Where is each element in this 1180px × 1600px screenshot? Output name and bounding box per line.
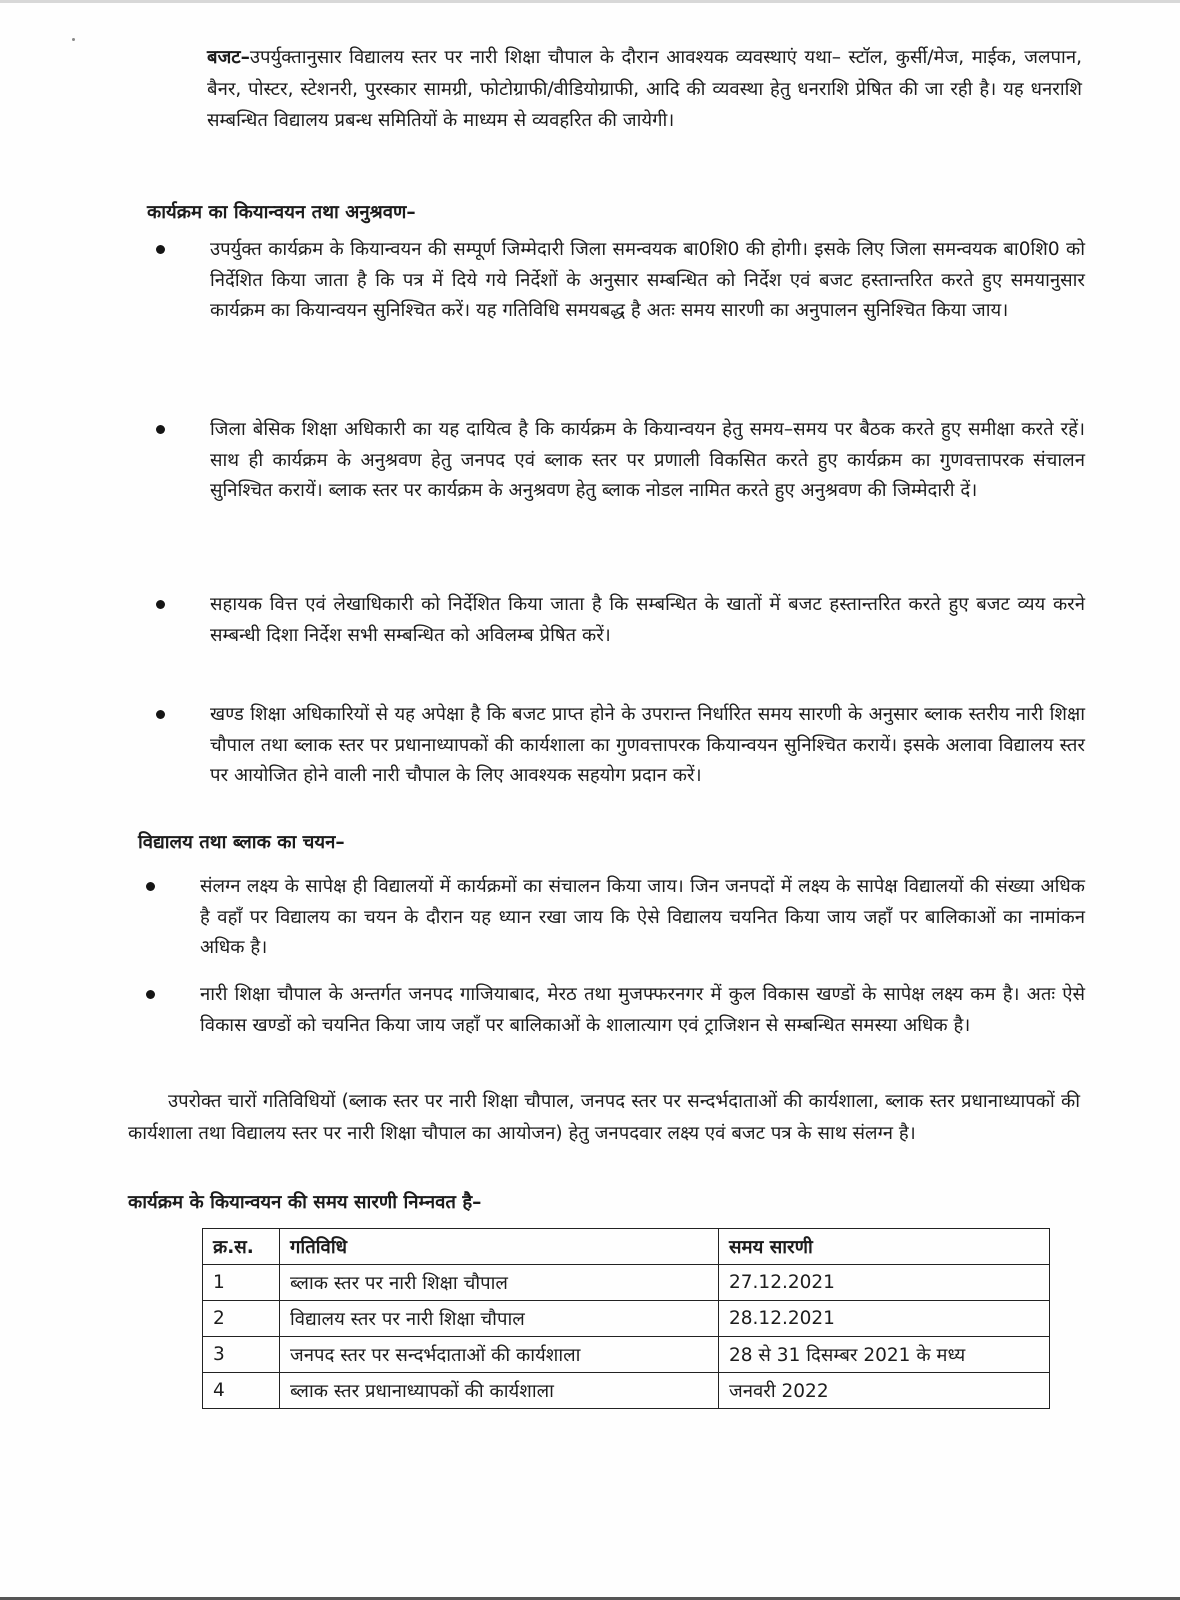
bullet-icon xyxy=(156,425,165,434)
table-header-row xyxy=(203,1229,1050,1265)
table-row xyxy=(203,1265,1050,1301)
bullet-icon xyxy=(146,990,155,999)
list-item xyxy=(150,235,1085,327)
column-header: क्र.स. xyxy=(203,1229,280,1265)
closing-paragraph: उपरोक्त चारों गतिविधियों (ब्लाक स्तर पर नारी शिक्षा चौपाल, जनपद स्तर पर सन्दर्भदाताओं की कार्यशाला, ब्लाक स्तर प्रधानाध्यापकों की कार्यशाला तथा विद्यालय स्तर पर नारी शिक्षा चौपाल का आयोजन) हेतु जनपदवार लक्ष्य एवं बजट पत्र के साथ संलग्न है। xyxy=(128,1091,1080,1144)
bullet-icon xyxy=(146,882,155,891)
scan-speck xyxy=(72,38,75,41)
table-cell: ब्लाक स्तर पर नारी शिक्षा चौपाल xyxy=(280,1265,719,1301)
budget-text: उपर्युक्तानुसार विद्यालय स्तर पर नारी शिक्षा चौपाल के दौरान आवश्यक व्यवस्थाएं यथा– स्टॉल, कुर्सी/मेज, माईक, जलपान, बैनर, पोस्टर, स्टेशनरी, पुरस्कार सामग्री, फोटोग्राफी/वीडियोग्राफी, आदि की व्यवस्था हेतु धनराशि प्रेषित की जा रही है। यह धनराशि सम्बन्धित विद्यालय प्रबन्ध समितियों के माध्यम से व्यवहरित की जायेगी। xyxy=(207,47,1082,131)
budget-label: बजट– xyxy=(207,47,250,68)
bullet-text: खण्ड शिक्षा अधिकारियों से यह अपेक्षा है कि बजट प्राप्त होने के उपरान्त निर्धारित समय सारणी के अनुसार ब्लाक स्तरीय नारी शिक्षा चौपाल तथा ब्लाक स्तर पर प्रधानाध्यापकों की कार्यशाला का गुणवत्तापरक कियान्वयन सुनिश्चित करायें। इसके अलावा विद्यालय स्तर पर आयोजित होने वाली नारी चौपाल के लिए आवश्यक सहयोग प्रदान करें। xyxy=(210,704,1085,786)
table-row xyxy=(203,1301,1050,1337)
bullet-text: नारी शिक्षा चौपाल के अन्तर्गत जनपद गाजियाबाद, मेरठ तथा मुजफ्फरनगर में कुल विकास खण्डों के सापेक्ष लक्ष्य कम है। अतः ऐसे विकास खण्डों को चयनित किया जाय जहाँ पर बालिकाओं के शालात्याग एवं ट्राजिशन से सम्बन्धित समस्या अधिक है। xyxy=(200,984,1085,1036)
table-cell: 2 xyxy=(203,1301,280,1337)
bullet-text: सहायक वित्त एवं लेखाधिकारी को निर्देशित किया जाता है कि सम्बन्धित के खातों में बजट हस्तान्तरित करते हुए बजट व्यय करने सम्बन्धी दिशा निर्देश सभी सम्बन्धित को अविलम्ब प्रेषित करें। xyxy=(210,594,1085,646)
section-heading-implementation: कार्यक्रम का कियान्वयन तथा अनुश्रवण– xyxy=(147,202,416,223)
column-header: समय सारणी xyxy=(719,1229,1050,1265)
list-item xyxy=(150,700,1085,792)
list-item xyxy=(140,980,1085,1041)
column-header: गतिविधि xyxy=(280,1229,719,1265)
table-cell: 4 xyxy=(203,1373,280,1409)
bullet-text: उपर्युक्त कार्यक्रम के कियान्वयन की सम्पूर्ण जिम्मेदारी जिला समन्वयक बा0शि0 की होगी। इसके लिए जिला समन्वयक बा0शि0 को निर्देशित किया जाता है कि पत्र में दिये गये निर्देशों के अनुसार सम्बन्धित को निर्देश एवं बजट हस्तान्तरित करते हुए समयानुसार कार्यक्रम का कियान्वयन सुनिश्चित करें। यह गतिविधि समयबद्ध है अतः समय सारणी का अनुपालन सुनिश्चित किया जाय। xyxy=(210,239,1085,321)
bullet-text: संलग्न लक्ष्य के सापेक्ष ही विद्यालयों में कार्यक्रमों का संचालन किया जाय। जिन जनपदों में लक्ष्य के सापेक्ष विद्यालयों की संख्या अधिक है वहाँ पर विद्यालय का चयन के दौरान यह ध्यान रखा जाय कि ऐसे विद्यालय चयनित किया जाय जहाँ पर बालिकाओं का नामांकन अधिक है। xyxy=(200,876,1085,958)
table-row xyxy=(203,1337,1050,1373)
scan-edge-top xyxy=(0,0,1180,3)
schedule-heading: कार्यक्रम के कियान्वयन की समय सारणी निम्नवत है– xyxy=(128,1192,482,1213)
table-row xyxy=(203,1373,1050,1409)
bullet-icon xyxy=(156,710,165,719)
table-cell: 1 xyxy=(203,1265,280,1301)
table-cell: 28.12.2021 xyxy=(719,1301,1050,1337)
table-cell: 3 xyxy=(203,1337,280,1373)
table-cell: ब्लाक स्तर प्रधानाध्यापकों की कार्यशाला xyxy=(280,1373,719,1409)
bullet-text: जिला बेसिक शिक्षा अधिकारी का यह दायित्व है कि कार्यक्रम के कियान्वयन हेतु समय–समय पर बैठक करते हुए समीक्षा करते रहें। साथ ही कार्यक्रम के अनुश्रवण हेतु जनपद एवं ब्लाक स्तर पर प्रणाली विकसित करते हुए कार्यक्रम का गुणवत्तापरक संचालन सुनिश्चित करायें। ब्लाक स्तर पर कार्यक्रम के अनुश्रवण हेतु ब्लाक नोडल नामित करते हुए अनुश्रवण की जिम्मेदारी दें। xyxy=(210,419,1085,501)
schedule-table xyxy=(202,1228,1050,1409)
bullet-icon xyxy=(156,245,165,254)
list-item xyxy=(140,872,1085,964)
budget-paragraph xyxy=(207,42,1082,137)
table-cell: जनवरी 2022 xyxy=(719,1373,1050,1409)
table-cell: जनपद स्तर पर सन्दर्भदाताओं की कार्यशाला xyxy=(280,1337,719,1373)
list-item xyxy=(150,590,1085,651)
table-cell: 28 से 31 दिसम्बर 2021 के मध्य xyxy=(719,1337,1050,1373)
list-item xyxy=(150,415,1085,507)
bullet-icon xyxy=(156,600,165,609)
table-cell: 27.12.2021 xyxy=(719,1265,1050,1301)
table-cell: विद्यालय स्तर पर नारी शिक्षा चौपाल xyxy=(280,1301,719,1337)
section-heading-selection: विद्यालय तथा ब्लाक का चयन– xyxy=(138,832,345,853)
